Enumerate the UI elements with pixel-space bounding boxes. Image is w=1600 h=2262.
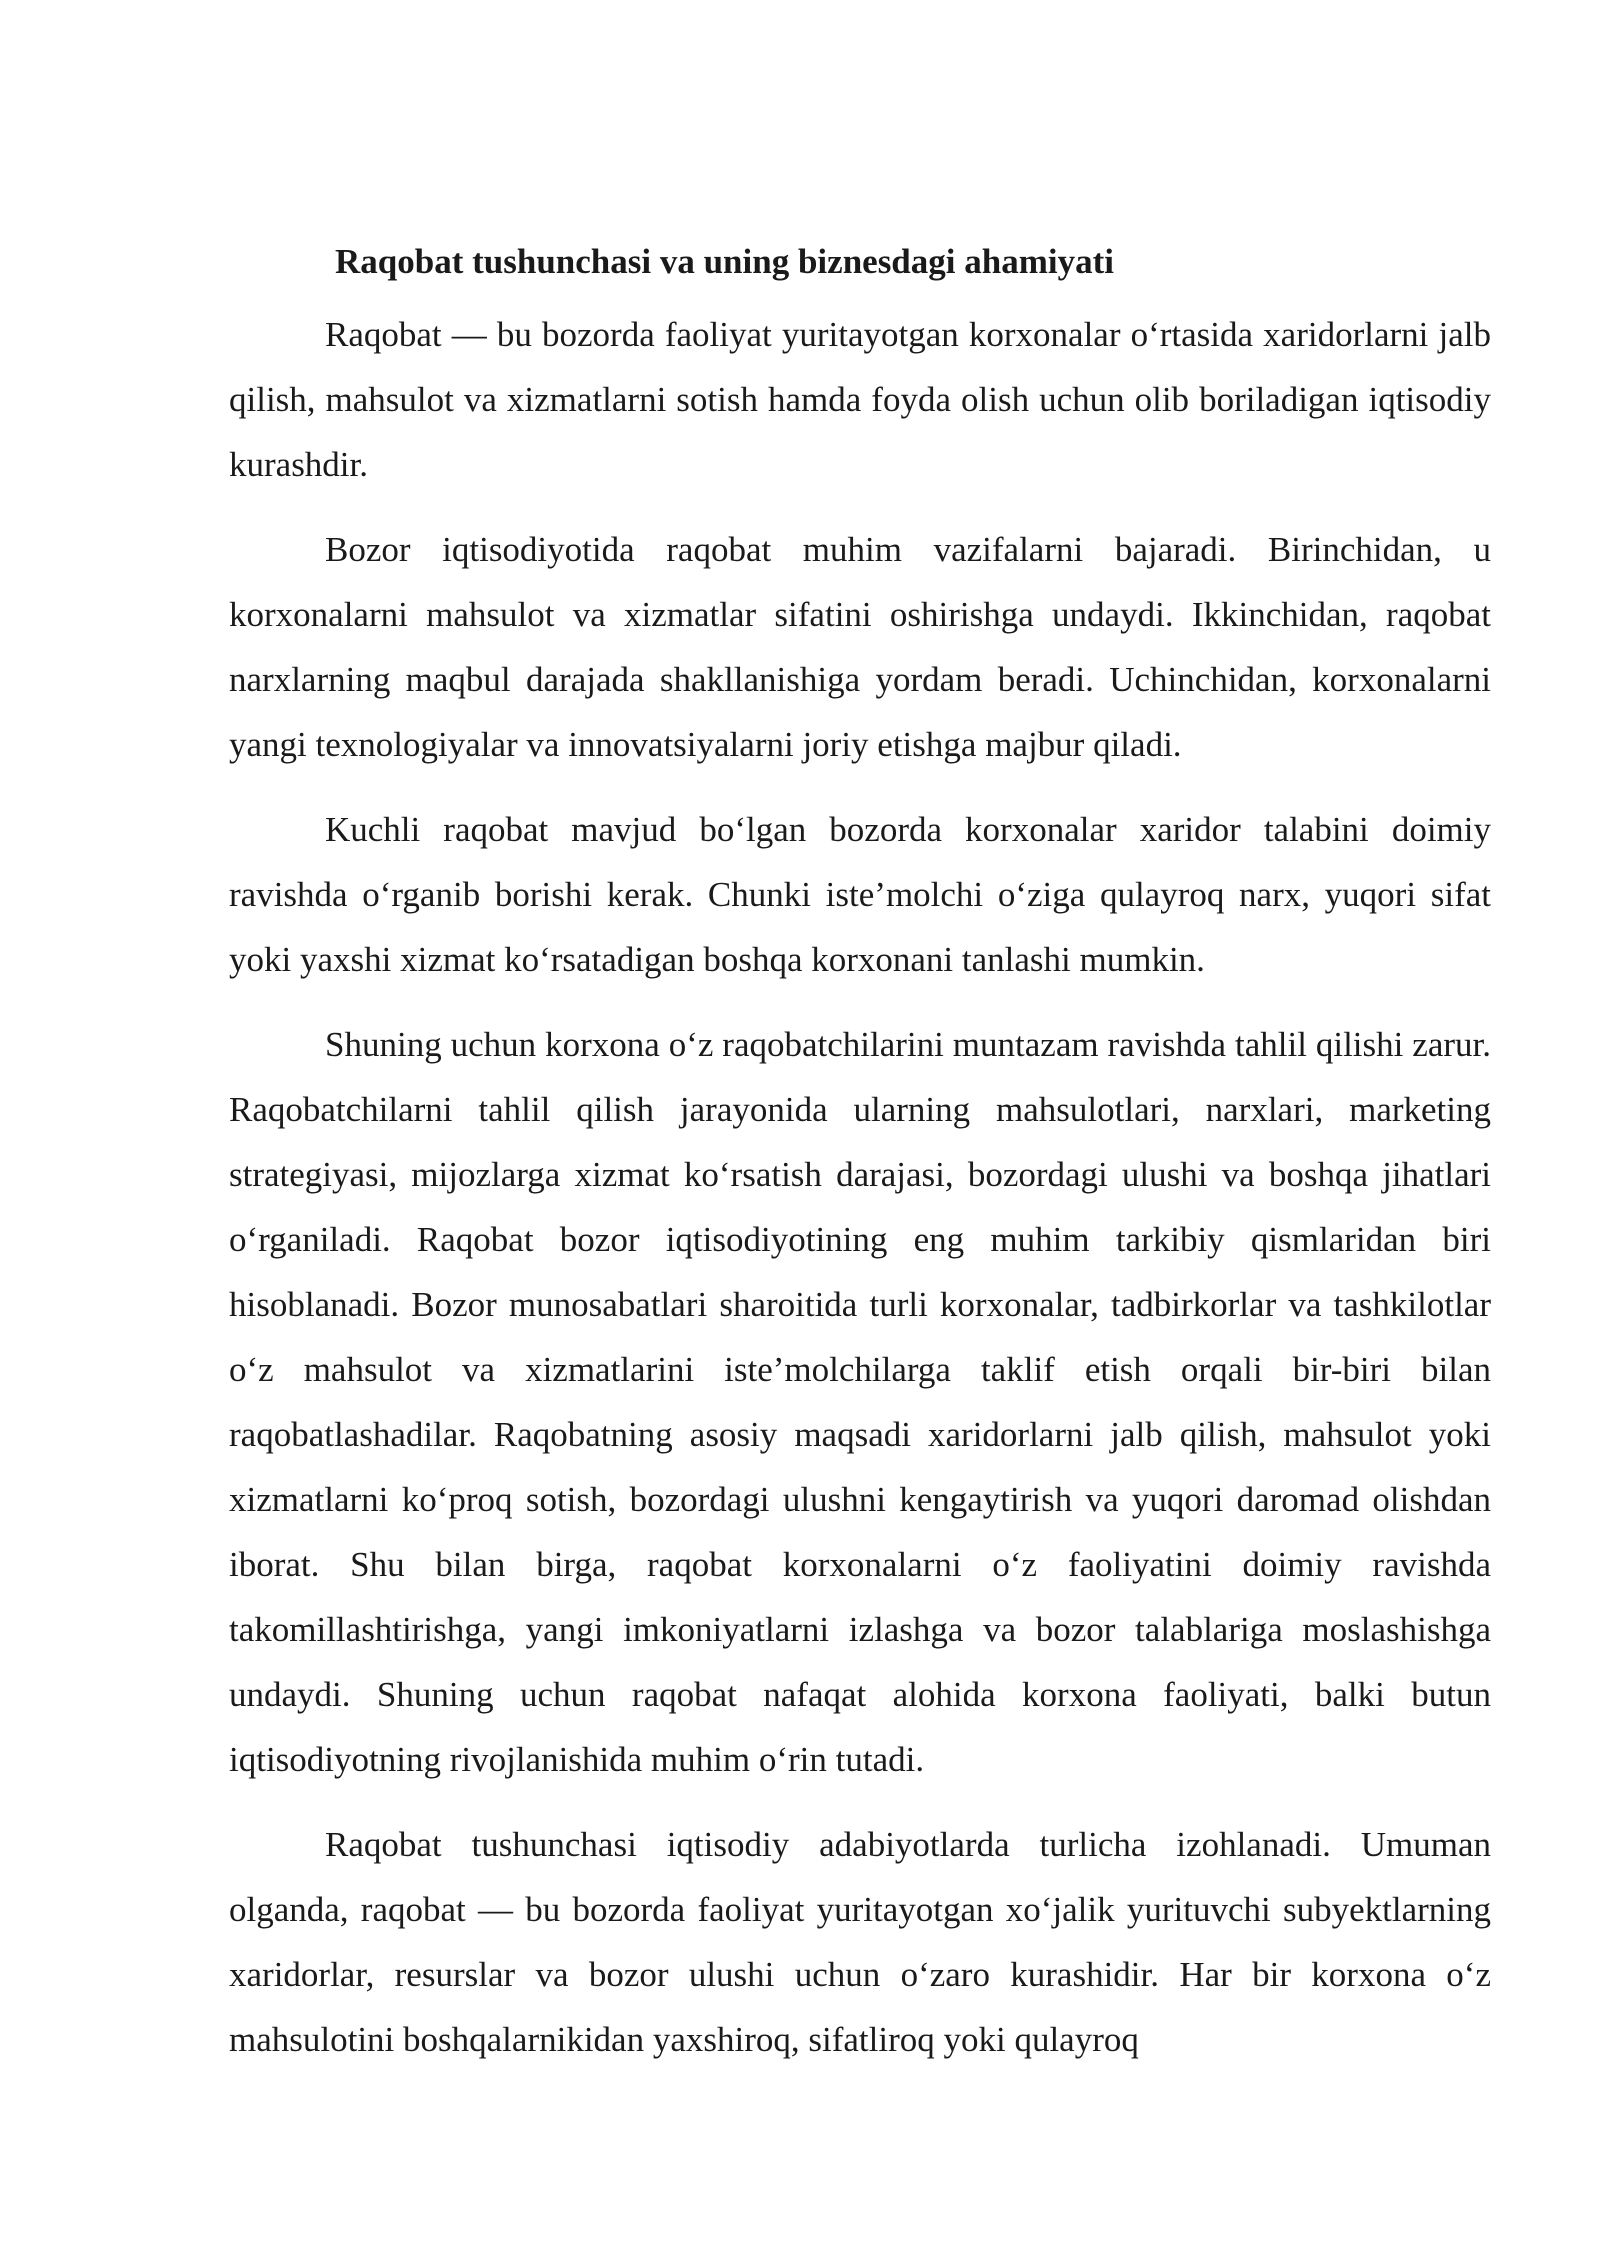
paragraph-competitor-analysis: Shuning uchun korxona oʻz raqobatchilarini muntazam ravishda tahlil qilishi zarur. Raqobatchilarni tahlil qilish jarayonida ularning mahsulotlari, narxlari, marketing strategiyasi, mijozlarga xizmat koʻrsatish darajasi, bozordagi ulushi va boshqa jihatlari oʻrganiladi. Raqobat bozor iqtisodiyotining eng muhim tarkibiy qismlaridan biri hisoblanadi. Bozor munosabatlari sharoitida turli korxonalar, tadbirkorlar va tashkilotlar oʻz mahsulot va xizmatlarini iste’molchilarga taklif etish orqali bir-biri bilan raqobatlashadilar. Raqobatning asosiy maqsadi xaridorlarni jalb qilish, mahsulot yoki xizmatlarni koʻproq sotish, bozordagi ulushni kengaytirish va yuqori daromad olishdan iborat. Shu bilan birga, raqobat korxonalarni oʻz faoliyatini doimiy ravishda takomillashtirishga, yangi imkoniyatlarni izlashga va bozor talablariga moslashishga undaydi. Shuning uchun raqobat nafaqat alohida korxona faoliyati, balki butun iqtisodiyotning rivojlanishida muhim oʻrin tutadi. xyxy=(229,1025,1491,1779)
paragraph-concept-interpretation: Raqobat tushunchasi iqtisodiy adabiyotlarda turlicha izohlanadi. Umuman olganda, raqobat — bu bozorda faoliyat yuritayotgan xoʻjalik yurituvchi subyektlarning xaridorlar, resurslar va bozor ulushi uchun oʻzaro kurashidir. Har bir korxona oʻz mahsulotini boshqalarnikidan yaxshiroq, sifatliroq yoki qulayroq xyxy=(229,1825,1491,2059)
paragraph-functions: Bozor iqtisodiyotida raqobat muhim vazifalarni bajaradi. Birinchidan, u korxonalarni mahsulot va xizmatlar sifatini oshirishga undaydi. Ikkinchidan, raqobat narxlarning maqbul darajada shakllanishiga yordam beradi. Uchinchidan, korxonalarni yangi texnologiyalar va innovatsiyalarni joriy etishga majbur qiladi. xyxy=(229,530,1491,764)
paragraph-definition: Raqobat — bu bozorda faoliyat yuritayotgan korxonalar oʻrtasida xaridorlarni jalb qilish, mahsulot va xizmatlarni sotish hamda foyda olish uchun olib boriladigan iqtisodiy kurashdir. xyxy=(229,315,1491,484)
document-body xyxy=(229,236,1491,2092)
paragraph-strong-competition: Kuchli raqobat mavjud boʻlgan bozorda korxonalar xaridor talabini doimiy ravishda oʻrganib borishi kerak. Chunki iste’molchi oʻziga qulayroq narx, yuqori sifat yoki yaxshi xizmat koʻrsatadigan boshqa korxonani tanlashi mumkin. xyxy=(229,810,1491,979)
document-title: Raqobat tushunchasi va uning biznesdagi ahamiyati xyxy=(335,242,1114,281)
